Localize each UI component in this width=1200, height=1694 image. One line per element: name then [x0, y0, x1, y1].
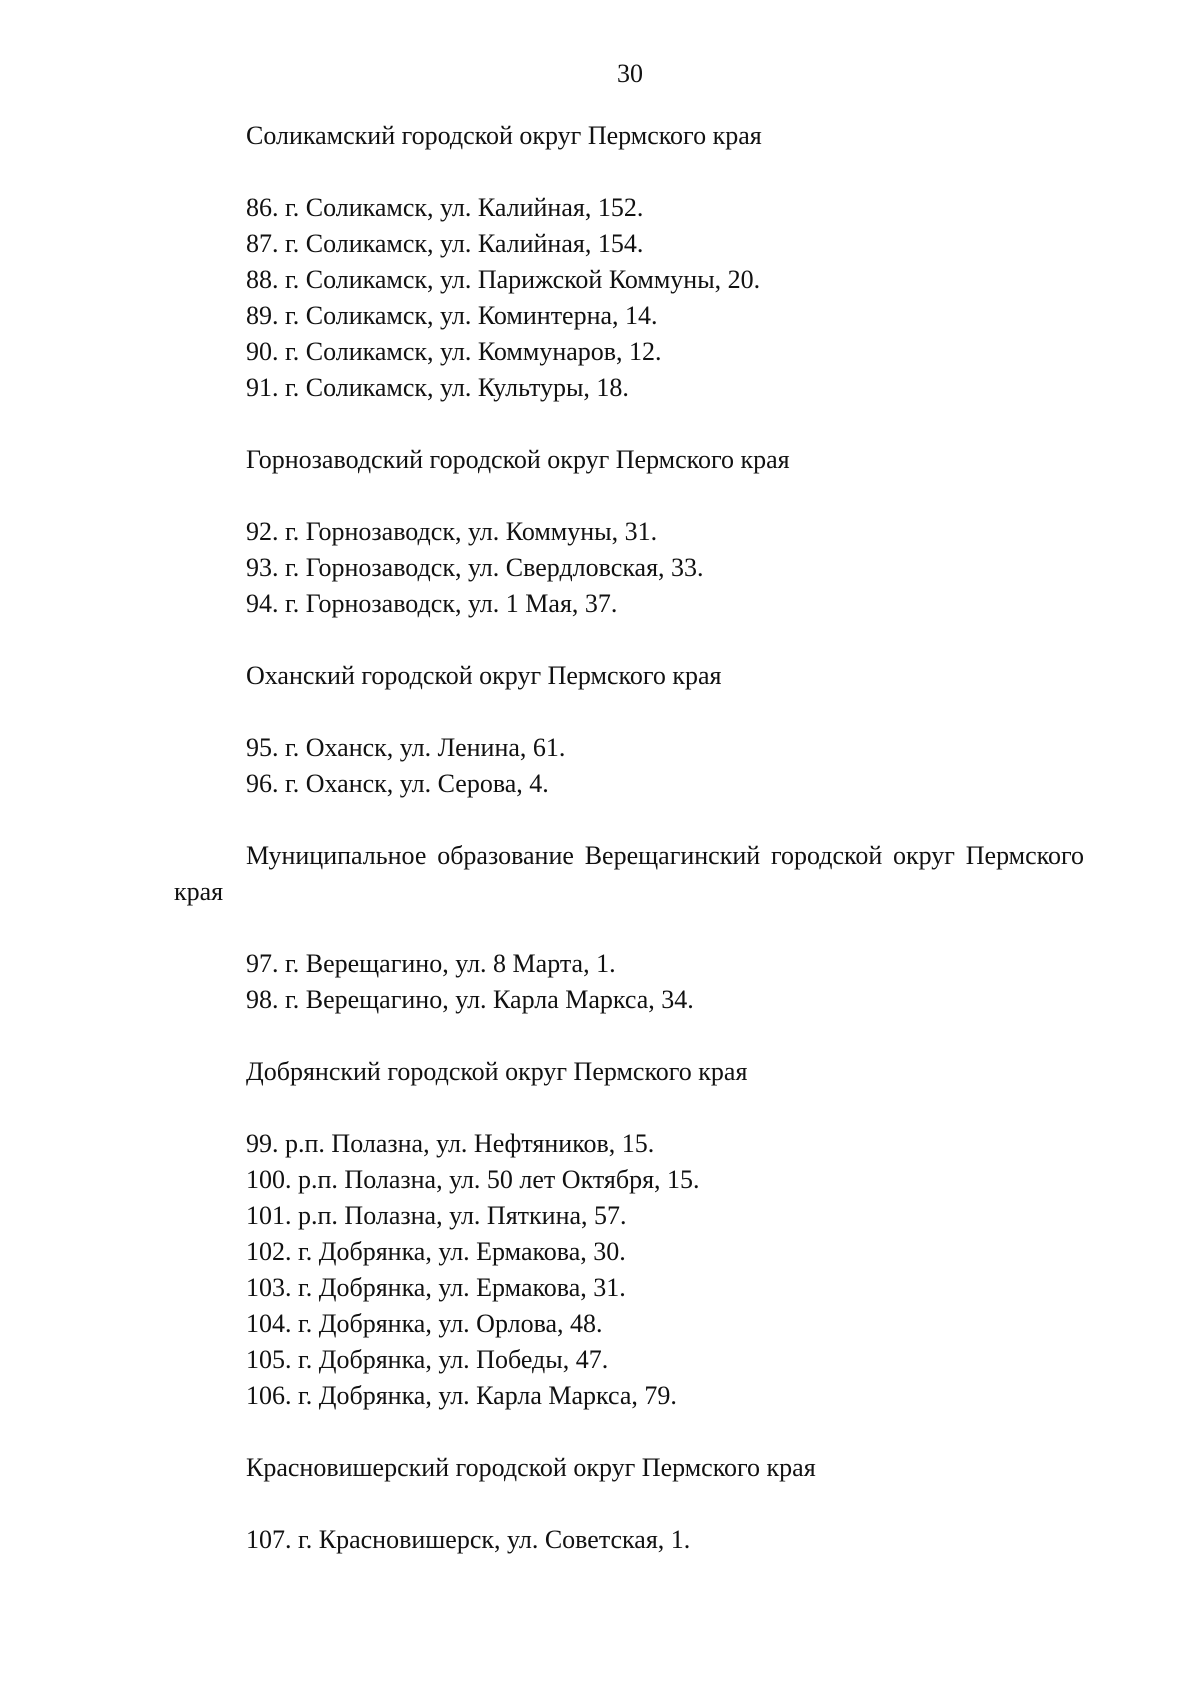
section-title: Горнозаводский городской округ Пермского края — [246, 445, 790, 474]
address-item: 87. г. Соликамск, ул. Калийная, 154. — [246, 229, 644, 258]
address-item: 89. г. Соликамск, ул. Коминтерна, 14. — [246, 301, 658, 330]
section-dobryanka — [174, 1054, 1084, 1414]
address-item: 107. г. Красновишерск, ул. Советская, 1. — [246, 1525, 691, 1554]
section-title: Оханский городской округ Пермского края — [246, 661, 722, 690]
address-item: 102. г. Добрянка, ул. Ермакова, 30. — [246, 1237, 626, 1266]
address-item: 98. г. Верещагино, ул. Карла Маркса, 34. — [246, 985, 694, 1014]
document-body — [174, 118, 1084, 1594]
address-item: 105. г. Добрянка, ул. Победы, 47. — [246, 1345, 609, 1374]
address-item: 101. р.п. Полазна, ул. Пяткина, 57. — [246, 1201, 627, 1230]
address-item: 91. г. Соликамск, ул. Культуры, 18. — [246, 373, 629, 402]
section-vereshchagino — [174, 838, 1084, 1018]
address-item: 94. г. Горнозаводск, ул. 1 Мая, 37. — [246, 589, 618, 618]
address-item: 90. г. Соликамск, ул. Коммунаров, 12. — [246, 337, 662, 366]
section-title: Муниципальное образование Верещагинский городской округ Пермского края — [174, 841, 1084, 906]
address-list — [174, 514, 1084, 622]
section-title: Добрянский городской округ Пермского края — [246, 1057, 748, 1086]
section-gornozavodsk — [174, 442, 1084, 622]
page-number: 30 — [617, 59, 643, 88]
address-item: 93. г. Горнозаводск, ул. Свердловская, 33. — [246, 553, 704, 582]
address-list — [174, 1522, 1084, 1558]
address-item: 92. г. Горнозаводск, ул. Коммуны, 31. — [246, 517, 658, 546]
address-item: 88. г. Соликамск, ул. Парижской Коммуны, 20. — [246, 265, 761, 294]
address-list — [174, 946, 1084, 1018]
section-krasnovishersk — [174, 1450, 1084, 1558]
section-title: Красновишерский городской округ Пермского края — [246, 1453, 816, 1482]
address-item: 95. г. Оханск, ул. Ленина, 61. — [246, 733, 566, 762]
address-item: 100. р.п. Полазна, ул. 50 лет Октября, 15. — [246, 1165, 700, 1194]
address-item: 104. г. Добрянка, ул. Орлова, 48. — [246, 1309, 603, 1338]
address-list — [174, 190, 1084, 406]
address-item: 97. г. Верещагино, ул. 8 Марта, 1. — [246, 949, 616, 978]
address-item: 86. г. Соликамск, ул. Калийная, 152. — [246, 193, 644, 222]
section-solikamsk — [174, 118, 1084, 406]
address-list — [174, 1126, 1084, 1414]
section-okhansk — [174, 658, 1084, 802]
address-item: 106. г. Добрянка, ул. Карла Маркса, 79. — [246, 1381, 677, 1410]
address-item: 99. р.п. Полазна, ул. Нефтяников, 15. — [246, 1129, 655, 1158]
address-item: 103. г. Добрянка, ул. Ермакова, 31. — [246, 1273, 626, 1302]
address-list — [174, 730, 1084, 802]
section-title: Соликамский городской округ Пермского края — [246, 121, 762, 150]
address-item: 96. г. Оханск, ул. Серова, 4. — [246, 769, 549, 798]
